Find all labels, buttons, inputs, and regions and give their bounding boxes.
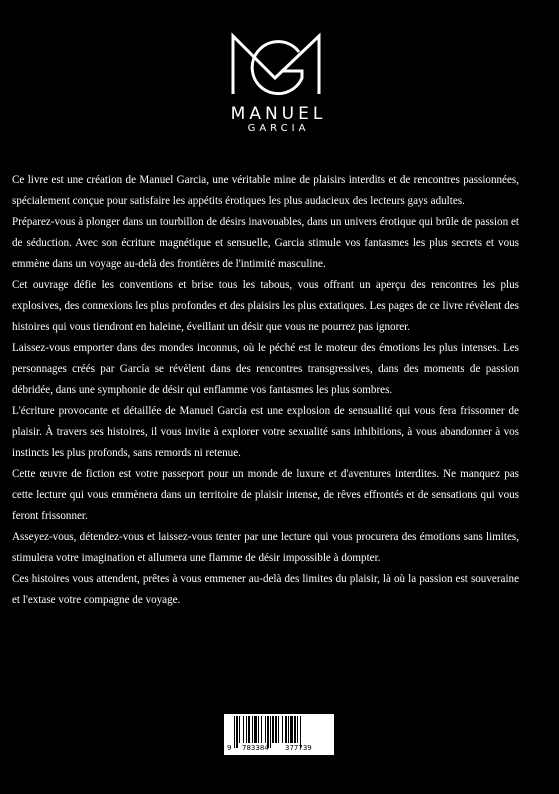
paragraph: Cette œuvre de fiction est votre passeport pour un monde de luxure et d'aventures interdites. Ne manquez pas cette lecture qui vous emmènera dans un territoire de plaisir intense, de rêves effrontés et de sensations qui vous feront frissonner. [12, 468, 519, 522]
paragraph: Ces histoires vous attendent, prêtes à vous emmener au-delà des limites du plaisir, là où la passion est souveraine et l'extase votre compagne de voyage. [12, 573, 519, 606]
paragraph: Asseyez-vous, détendez-vous et laissez-vous tenter par une lecture qui vous procurera des émotions sans limites, stimulera votre imagination et allumera une flamme de désir impossible à dompter. [12, 531, 519, 564]
logo-surname: GARCIA [247, 123, 310, 134]
barcode-bars-icon [224, 714, 334, 755]
barcode-first-digit: 9 [227, 744, 232, 752]
paragraph: Préparez-vous à plonger dans un tourbillon de désirs inavouables, dans un univers érotique qui brûle de passion et de séduction. Avec son écriture magnétique et sensuelle, Garcia stimule vos fantasmes les plus secrets et vous emmène dans un voyage au-delà des frontières de l'intimité masculine. [12, 216, 519, 270]
paragraph: Laissez-vous emporter dans des mondes inconnus, où le péché est le moteur des émotions les plus intenses. Les personnages créés par García se révèlent dans des rencontres transgressives, dans des moments de passion débridée, dans une symphonie de désir qui enflamme vos fantasmes les plus sombres. [12, 342, 519, 396]
paragraph: Cet ouvrage défie les conventions et brise tous les tabous, vous offrant un aperçu des rencontres les plus explosives, des connexions les plus profondes et des plaisirs les plus extatiques. Les pages de ce livre révèlent des histoires qui vous tiendront en haleine, éveillant un désir que vous ne pourrez pas ignorer. [12, 279, 519, 333]
mg-monogram-icon [201, 8, 352, 159]
barcode-left-group: 783384 [242, 744, 269, 752]
back-cover-text [12, 170, 519, 611]
isbn-barcode [224, 714, 334, 755]
paragraph: Ce livre est une création de Manuel Garcia, une véritable mine de plaisirs interdits et de rencontres passionnées, spécialement conçue pour satisfaire les appétits érotiques les plus audacieux des lecteurs gays adultes. [12, 174, 519, 207]
barcode-right-group: 377739 [285, 744, 312, 752]
paragraph: L'écriture provocante et détaillée de Manuel García est une explosion de sensualité qui vous fera frissonner de plaisir. À travers ses histoires, il vous invite à explorer votre sexualité sans inhibitions, à vous abandonner à vos instincts les plus profonds, sans remords ni retenue. [12, 405, 519, 459]
logo-name: MANUEL [230, 104, 327, 124]
author-logo [201, 8, 352, 159]
